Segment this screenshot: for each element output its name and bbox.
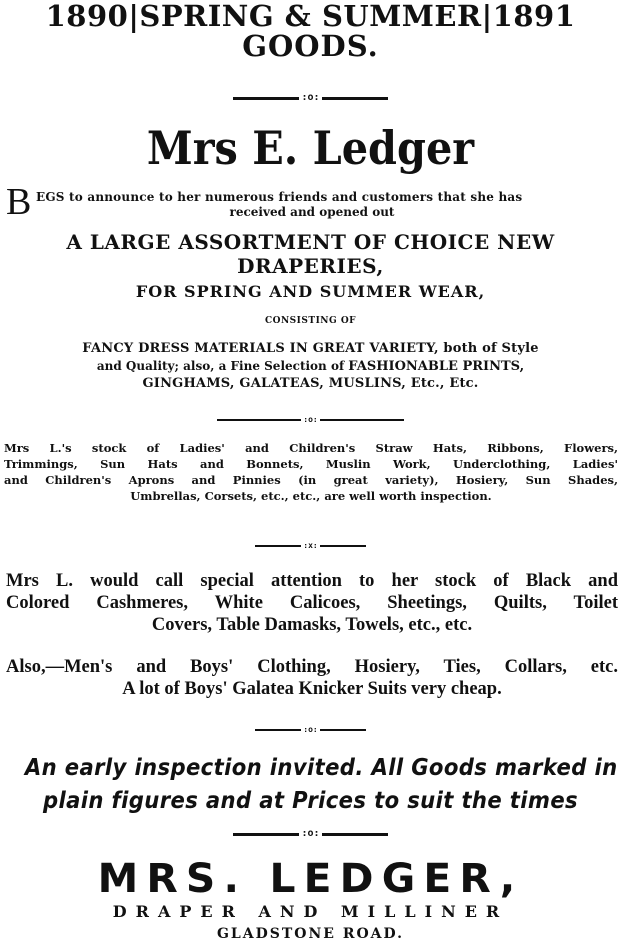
divider-ornament: :o: xyxy=(303,725,318,734)
stock-line: Mrs L.'s stock of Ladies' and Children's Straw Hats, Ribbons, Flowers, xyxy=(4,441,618,455)
season-title: SPRING & SUMMER xyxy=(139,0,482,33)
materials-line-2-plain: and Quality; also, a Fine Selection of xyxy=(96,359,349,373)
footer-merchant-name: MRS. LEDGER, xyxy=(97,856,524,902)
merchant-heading: Mrs E. Ledger xyxy=(146,121,475,175)
invitation-line-2: plain figures and at Prices to suit the times xyxy=(42,788,579,814)
special-line: Colored Cashmeres, White Calicoes, Sheetings, Quilts, Toilet xyxy=(6,593,618,613)
special-line: Mrs L. would call special attention to her stock of Black and xyxy=(6,571,618,591)
consisting-of-label: CONSISTING OF xyxy=(264,316,357,326)
divider-ornament: :o: xyxy=(301,828,320,839)
divider xyxy=(0,826,621,842)
season-header xyxy=(0,0,621,32)
invitation-line-1: An early inspection invited. All Goods marked in xyxy=(24,755,618,781)
year-left: 1890 xyxy=(45,0,129,33)
divider xyxy=(0,722,621,738)
divider xyxy=(0,90,621,106)
materials-line-1 xyxy=(0,340,621,357)
divider-ornament: :x: xyxy=(303,541,318,550)
divider-ornament: :o: xyxy=(301,92,320,103)
also-paragraph xyxy=(6,656,618,700)
stock-line: and Children's Aprons and Pinnies (in great variety), Hosiery, Sun Shades, xyxy=(4,473,618,487)
divider-ornament: :o: xyxy=(303,415,318,424)
footer-trade: DRAPER AND MILLINER xyxy=(112,902,509,921)
also-line: A lot of Boys' Galatea Knicker Suits very cheap. xyxy=(122,679,502,699)
prints-highlight: FASHIONABLE PRINTS, xyxy=(348,359,525,374)
stock-line: Trimmings, Sun Hats and Bonnets, Muslin Work, Underclothing, Ladies' xyxy=(4,457,618,471)
intro-paragraph xyxy=(6,181,618,226)
materials-line-1-rest: both of Style xyxy=(438,341,539,356)
header-separator: | xyxy=(128,0,140,33)
divider xyxy=(0,538,621,554)
intro-line-1: EGS to announce to her numerous friends and customers that she has xyxy=(36,190,523,204)
stock-line: Umbrellas, Corsets, etc., etc., are well worth inspection. xyxy=(130,489,492,503)
year-right: 1891 xyxy=(492,0,576,33)
divider xyxy=(0,412,621,428)
goods-heading: GOODS. xyxy=(242,29,379,63)
materials-line-2 xyxy=(0,358,621,375)
drop-cap: B xyxy=(6,181,32,223)
special-line: Covers, Table Damasks, Towels, etc., etc. xyxy=(151,615,473,635)
intro-line-2: received and opened out xyxy=(229,205,395,219)
materials-highlight: FANCY DRESS MATERIALS IN GREAT VARIETY, xyxy=(82,341,439,356)
header-separator: | xyxy=(481,0,493,33)
materials-line-3: GINGHAMS, GALATEAS, MUSLINS, Etc., Etc. xyxy=(142,376,479,391)
season-wear-headline: FOR SPRING AND SUMMER WEAR, xyxy=(135,282,486,301)
draperies-headline: DRAPERIES, xyxy=(237,254,384,278)
assortment-headline: A LARGE ASSORTMENT OF CHOICE NEW xyxy=(66,230,555,254)
footer-address: GLADSTONE ROAD. xyxy=(216,926,405,942)
special-paragraph xyxy=(6,570,618,636)
also-line: Also,—Men's and Boys' Clothing, Hosiery, Ties, Collars, etc. xyxy=(6,657,618,677)
stock-paragraph xyxy=(4,440,618,504)
